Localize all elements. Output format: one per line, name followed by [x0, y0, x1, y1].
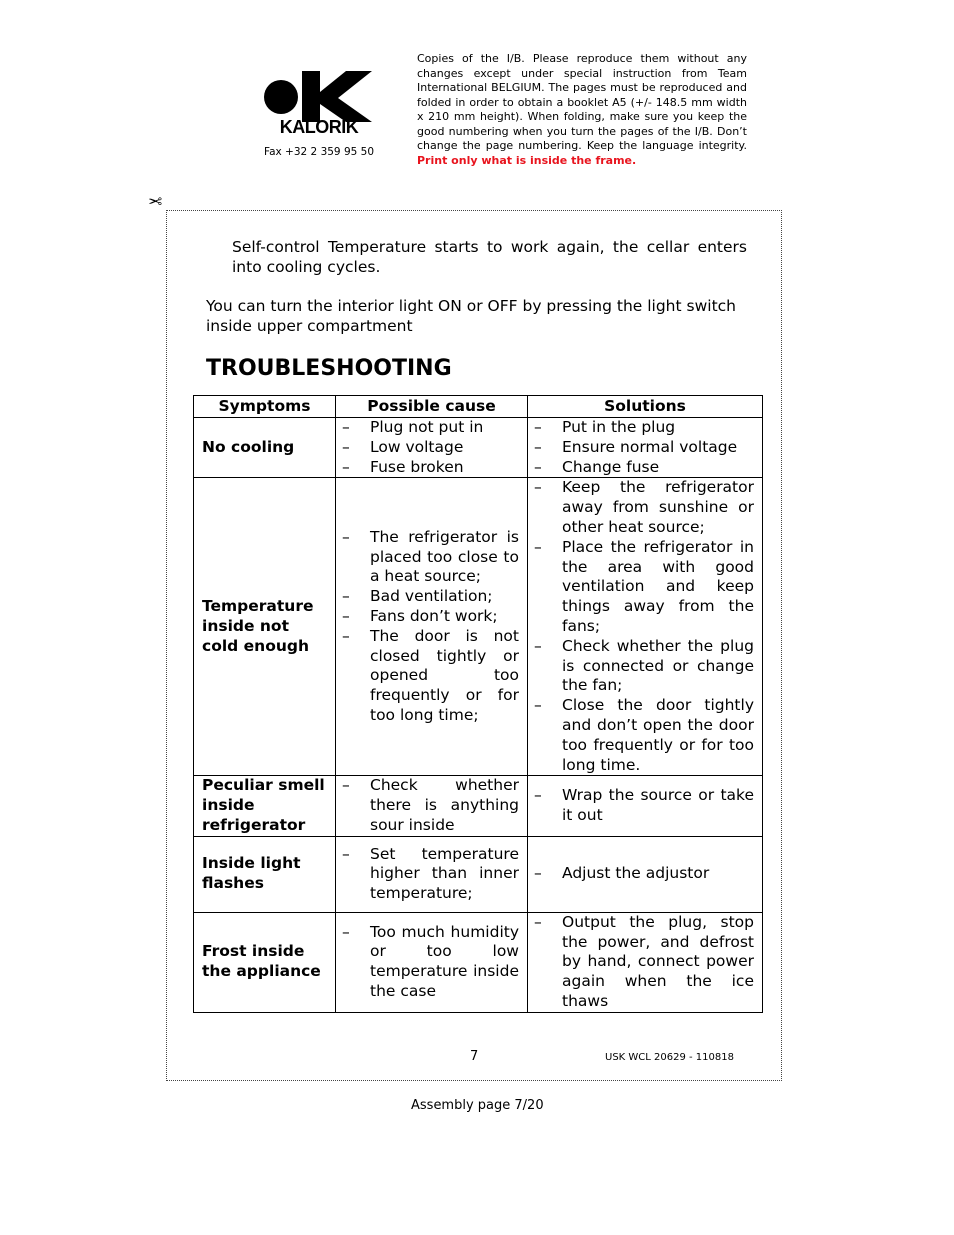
solution-item: – Change fuse [536, 458, 754, 478]
table-row [194, 912, 763, 1012]
cause-item: – The refrigerator is placed too close to a heat source; [344, 528, 519, 587]
cause-item: – Fuse broken [344, 458, 519, 478]
cause-cell [336, 478, 528, 776]
solution-item: – Place the refrigerator in the area with good ventilation and keep things away from the fans; [536, 538, 754, 637]
cause-item: – Bad ventilation; [344, 587, 519, 607]
symptom-cell: Temperature inside not cold enough [194, 478, 336, 776]
interior-light-paragraph: You can turn the interior light ON or OFF by pressing the light switch inside upper compartment [206, 297, 736, 335]
cause-item: – The door is not closed tightly or opened too frequently or for too long time; [344, 627, 519, 726]
header-solutions: Solutions [528, 396, 763, 418]
solution-item: – Wrap the source or take it out [536, 786, 754, 826]
assembly-page-label: Assembly page 7/20 [411, 1098, 544, 1113]
solution-cell [528, 478, 763, 776]
scissors-icon: ✂ [148, 190, 163, 210]
print-instructions [417, 52, 747, 168]
table-row [194, 836, 763, 912]
header-symptoms: Symptoms [194, 396, 336, 418]
cause-cell [336, 836, 528, 912]
document-reference: USK WCL 20629 - 110818 [605, 1052, 734, 1063]
table-row [194, 478, 763, 776]
cooling-cycle-paragraph: Self-control Temperature starts to work again, the cellar enters into cooling cycles. [232, 238, 747, 276]
section-heading: TROUBLESHOOTING [206, 356, 452, 381]
solution-cell [528, 836, 763, 912]
instructions-text: Copies of the I/B. Please reproduce them without any changes except under special instruction from Team International BELGIUM. The pages must be reproduced and folded in order to obtain a booklet A5 (+/- 148.5 mm width x 210 mm height). When folding, make sure you keep the good numbering when you turn the pages of the I/B. Don’t change the page numbering. Keep the language integrity. [417, 52, 747, 152]
solution-item: – Output the plug, stop the power, and defrost by hand, connect power again when the ice thaws [536, 913, 754, 1012]
solution-item: – Adjust the adjustor [536, 864, 754, 884]
cause-item: – Check whether there is anything sour inside [344, 776, 519, 835]
cause-item: – Low voltage [344, 438, 519, 458]
cause-item: – Set temperature higher than inner temperature; [344, 845, 519, 904]
page-number: 7 [470, 1049, 479, 1064]
symptom-cell: Frost inside the appliance [194, 912, 336, 1012]
solution-item: – Keep the refrigerator away from sunshine or other heat source; [536, 478, 754, 537]
kalorik-logo-icon [264, 68, 374, 140]
table-header-row [194, 396, 763, 418]
solution-cell [528, 418, 763, 478]
brand-name: KALORIK [279, 117, 359, 137]
solution-item: – Put in the plug [536, 418, 754, 438]
solution-item: – Ensure normal voltage [536, 438, 754, 458]
troubleshooting-table [193, 395, 763, 1013]
symptom-cell: Inside light flashes [194, 836, 336, 912]
instructions-red-note: Print only what is inside the frame. [417, 153, 637, 167]
solution-cell [528, 776, 763, 836]
cause-item: – Plug not put in [344, 418, 519, 438]
symptom-cell: Peculiar smell inside refrigerator [194, 776, 336, 836]
fax-number: Fax +32 2 359 95 50 [264, 146, 375, 158]
table-row [194, 776, 763, 836]
cause-cell [336, 418, 528, 478]
cause-item: – Too much humidity or too low temperature inside the case [344, 923, 519, 1002]
solution-cell [528, 912, 763, 1012]
solution-item: – Check whether the plug is connected or change the fan; [536, 637, 754, 696]
solution-item: – Close the door tightly and don’t open the door too frequently or for too long time. [536, 696, 754, 775]
cause-item: – Fans don’t work; [344, 607, 519, 627]
symptom-cell: No cooling [194, 418, 336, 478]
cause-cell [336, 776, 528, 836]
table-row [194, 418, 763, 478]
header-possible-cause: Possible cause [336, 396, 528, 418]
cause-cell [336, 912, 528, 1012]
